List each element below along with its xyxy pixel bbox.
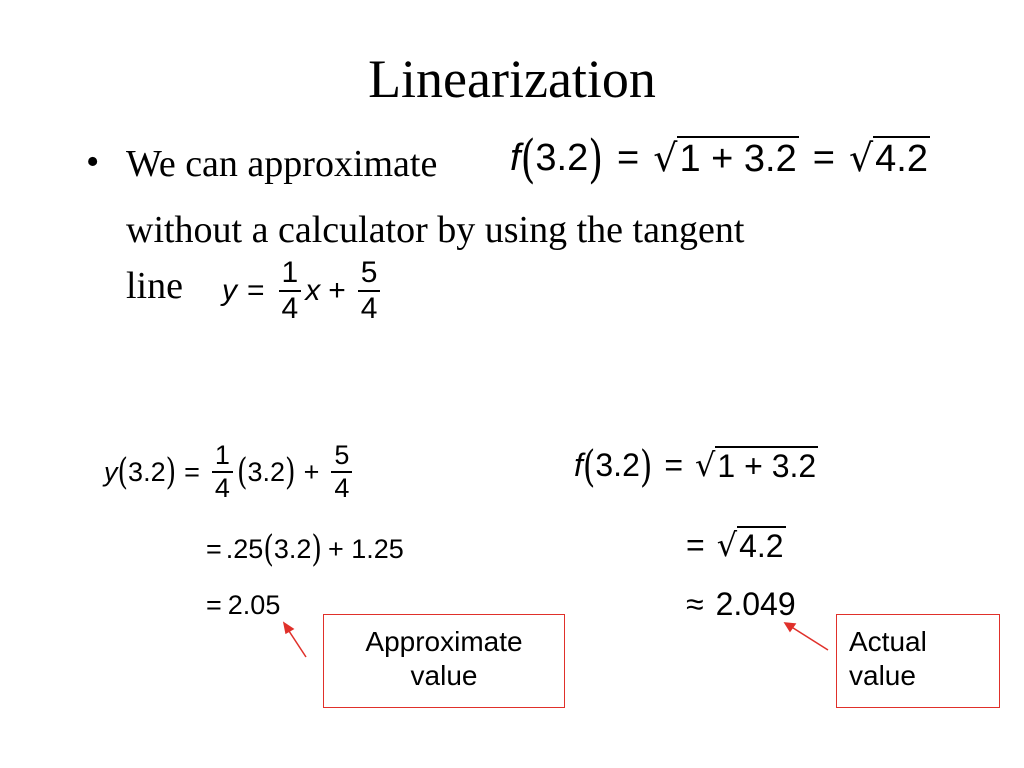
- bullet-f-expression: [510, 128, 930, 189]
- paren-close: ): [285, 451, 296, 493]
- radicand: 4.2: [875, 138, 928, 180]
- paren-open: (: [236, 451, 248, 493]
- approximate-result: 2.05: [227, 590, 281, 620]
- equals-sign: =: [206, 590, 222, 620]
- bullet-line-2: without a calculator by using the tangent: [126, 209, 745, 251]
- radicand: 4.2: [739, 528, 784, 564]
- numerator: 5: [360, 256, 378, 289]
- actual-arrow: [785, 623, 828, 650]
- paren-close: ): [311, 528, 322, 571]
- equals-sign: =: [664, 447, 684, 483]
- callout-line: Actual: [849, 626, 927, 657]
- equals-sign: =: [617, 137, 640, 179]
- right-calc-row-2: [686, 526, 786, 565]
- arg: 3.2: [273, 534, 312, 564]
- bullet-line-1: We can approximate: [126, 143, 438, 185]
- f-symbol: f: [510, 137, 521, 179]
- fraction: [358, 256, 381, 326]
- radicand: 1 + 3.2: [679, 138, 797, 180]
- denominator: 4: [212, 471, 233, 504]
- paren-close: ): [165, 451, 177, 493]
- radical-sign: √: [716, 526, 738, 564]
- radical-sign: √: [653, 136, 678, 180]
- paren-open: (: [263, 528, 274, 571]
- fraction: [279, 256, 302, 326]
- coefficient: .25: [225, 534, 264, 564]
- f-arg: 3.2: [535, 137, 589, 179]
- fraction: [212, 440, 233, 504]
- left-calc-row-3: [206, 590, 280, 621]
- numerator: 5: [334, 440, 350, 470]
- radicand: 1 + 3.2: [717, 448, 817, 484]
- paren-open: (: [520, 128, 536, 189]
- tangent-line-equation: [222, 256, 384, 326]
- denominator: 4: [358, 290, 381, 326]
- plus-sign: +: [303, 456, 320, 487]
- numerator: 1: [281, 256, 299, 289]
- callout-line: Approximate: [365, 626, 523, 657]
- bullet-line-3: line: [126, 265, 183, 307]
- arg: 3.2: [595, 447, 640, 483]
- right-calc-row-3: [686, 586, 796, 623]
- paren-close: ): [588, 128, 604, 189]
- actual-result: 2.049: [715, 586, 796, 622]
- sqrt-expression: [849, 136, 930, 181]
- approx-sign: ≈: [686, 586, 704, 622]
- sqrt-expression: [653, 136, 798, 181]
- callout-line: value: [849, 660, 916, 691]
- fraction: [331, 440, 352, 504]
- arg: 3.2: [247, 456, 286, 487]
- slide-title: Linearization: [368, 49, 656, 109]
- arg: 3.2: [128, 456, 166, 487]
- denominator: 4: [279, 290, 302, 326]
- equals-sign: =: [247, 274, 265, 307]
- approximate-value-callout: [323, 614, 565, 708]
- callout-line: value: [410, 660, 478, 691]
- radical-sign: √: [695, 446, 716, 484]
- right-calc-row-1: [574, 439, 818, 492]
- x-variable: x: [305, 274, 321, 307]
- sqrt-expression: [717, 526, 786, 565]
- actual-value-callout: [836, 614, 1000, 708]
- paren-close: ): [639, 439, 653, 492]
- equals-sign: =: [686, 527, 705, 563]
- paren-open: (: [582, 439, 596, 492]
- equals-sign: =: [206, 534, 222, 564]
- y-variable: y: [222, 274, 237, 307]
- numerator: 1: [214, 440, 230, 470]
- approximate-arrow: [284, 623, 306, 657]
- equals-sign: =: [184, 456, 200, 487]
- paren-open: (: [117, 451, 129, 493]
- bullet-marker: •: [86, 141, 100, 183]
- radical-sign: √: [848, 136, 874, 180]
- sqrt-expression: [695, 446, 818, 485]
- equals-sign: =: [812, 137, 835, 179]
- plus-sign: +: [328, 274, 346, 307]
- denominator: 4: [331, 471, 352, 504]
- left-calc-row-2: [206, 528, 404, 571]
- addend: + 1.25: [327, 534, 404, 564]
- left-calc-row-1: [104, 440, 356, 504]
- f-symbol: f: [574, 447, 583, 483]
- y-variable: y: [104, 456, 118, 487]
